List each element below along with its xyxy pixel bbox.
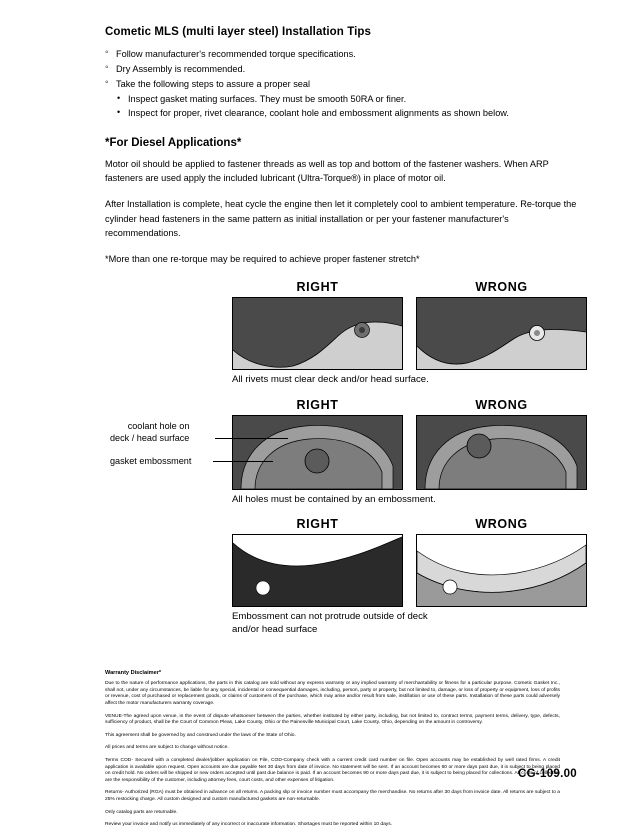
callout-coolant-hole [110,420,189,444]
protrusion-right-illustration [233,535,402,606]
warranty-paragraph: Only catalog parts are returnable. [105,809,178,815]
callout-coolant-hole-line1: coolant hole on [127,420,190,431]
figure-label-right: RIGHT [296,517,339,532]
figures-section [105,280,578,636]
diesel-paragraph-1: Motor oil should be applied to fastener threads as well as top and bottom of the fastener washers. When ARP fasteners are used apply the included lubricant (Ultra-Torque®) in place of motor oil. [105,159,549,184]
warranty-paragraph: Review your invoice and notify us immediately of any incorrect or inaccurate information. Shortages must be reported within 10 days. [105,822,393,828]
figure-caption-protrusion-line2: and/or head surface [232,623,318,635]
list-item: • Inspect for proper, rivet clearance, coolant hole and embossment alignments as shown below. [116,106,578,120]
figure-right-embossment [232,398,403,490]
callout-gasket-embossment-label: gasket embossment [110,455,192,466]
rivet-right-illustration [233,298,402,369]
warranty-paragraph: Returns- Authorized (RGA) must be obtained in advance on all returns. A packing slip or invoice number must accompany the merchandise. No returns after 30 days from invoice date. All returns are subject to a 25% restocking charge. All custom designed and custom manufactured gaskets are non-returnable. [105,790,560,802]
diesel-paragraph-3: *More than one re-torque may be required to achieve proper fastener stretch* [105,254,420,265]
page-title: Cometic MLS (multi layer steel) Installation Tips [105,26,372,38]
figure-label-wrong: WRONG [475,517,528,532]
list-item: ◦ Follow manufacturer's recommended torque specifications. [105,47,578,61]
figure-image-right-protrusion [232,534,403,607]
callout-leader-embossment [213,461,273,462]
figure-label-wrong: WRONG [475,397,528,412]
warranty-paragraph: VENUE-The agreed upon venue, in the event of dispute whatsoever between the parties, whether instituted by either party, including, but not limited to, contract terms, payment terms, delivery, type, defects, sufficiency of product, shall be the Court of Common Pleas, Lake County, Ohio or the Painesville Municipal Court, Lake County, Ohio, depending on the amount in controversy. [105,713,560,726]
protrusion-wrong-illustration [417,535,586,606]
tips-list [105,47,578,120]
callout-coolant-hole-line2: deck / head surface [110,432,190,443]
figure-image-wrong-embossment [416,415,587,490]
rivet-wrong-illustration [417,298,586,369]
figure-wrong-rivets [416,280,587,370]
figure-image-wrong-protrusion [416,534,587,607]
figure-group-embossment [110,397,578,507]
figure-group-protrusion [232,517,578,636]
list-item-label: Take the following steps to assure a proper seal [116,79,311,89]
figure-image-wrong-rivet [416,297,587,370]
figure-label-right: RIGHT [296,280,339,295]
diesel-paragraph-2: After Installation is complete, heat cycle the engine then let it completely cool to ambient temperature. Re-torque the cylinder head fasteners in the same pattern as initial installation or per your fastener manufacturer's recommendations. [105,199,577,238]
document-number: CG-109.00 [518,768,577,780]
warranty-heading: Warranty Disclaimer* [105,670,162,677]
warranty-paragraph: All prices and terms are subject to change without notice. [105,745,229,751]
callout-leader-coolant [215,438,288,439]
warranty-paragraph: Due to the nature of performance applications, the parts in this catalog are sold without any express warranty or any implied warranty of merchantability or fitness for a particular purpose. Cometic Gasket Inc., shall not, under any circumstances, be liable for any special, incidental or consequential damages, including, person, party or property, but not limited to, damage, or loss of property or equipment, loss of profits or revenue, cost of purchased or replacement goods, or claims of customers of the purchase, which may arise and/or result from sale, instillation or use of these parts. Installation of these parts could adversely affect the motor manufacturers warranty coverage. [105,681,560,706]
figure-group-rivets [232,280,578,387]
figure-label-wrong: WRONG [475,280,528,295]
figure-right-protrusion [232,517,403,607]
embossment-wrong-illustration [417,416,586,489]
figure-caption-rivets: All rivets must clear deck and/or head surface. [232,374,429,386]
warranty-paragraph: Terms COD- Secured with a completed dealer/jobber application on File, COD-Company check with a current credit card number on file. Open accounts may be established by well rated firms. A credit application is available upon request. Open accounts are due payable Net 30 days from date of invoice. No statement will be sent. If an account becomes 60 or more days past due, it is subject to being placed on credit hold. No orders will be shipped or new orders accepted until past due balance is paid. If an account becomes 90 or more days past due, it is subject to being placed for collections. All costs of collection are the responsibility of the customer, including attorney fees, court costs, and other expenses of litigation. [105,757,560,783]
tips-sublist [116,92,578,120]
figure-label-right: RIGHT [296,397,339,412]
figure-caption-protrusion-line1: Embossment can not protrude outside of deck [232,611,428,623]
figure-image-right-rivet [232,297,403,370]
figure-wrong-embossment [416,398,587,490]
diesel-heading: *For Diesel Applications* [105,137,242,149]
warranty-paragraph: This agreement shall be governed by and construed under the laws of the State of Ohio. [105,732,296,738]
figure-right-rivets [232,280,403,370]
warranty-section [105,670,578,829]
figure-wrong-protrusion [416,517,587,607]
list-item: ◦ Dry Assembly is recommended. [105,62,578,76]
embossment-right-illustration [233,416,402,489]
figure-image-right-embossment [232,415,403,490]
callout-gasket-embossment [110,455,191,467]
figure-caption-embossment: All holes must be contained by an embossment. [232,493,436,505]
list-item: • Inspect gasket mating surfaces. They must be smooth 50RA or finer. [116,92,578,106]
list-item [105,77,578,120]
